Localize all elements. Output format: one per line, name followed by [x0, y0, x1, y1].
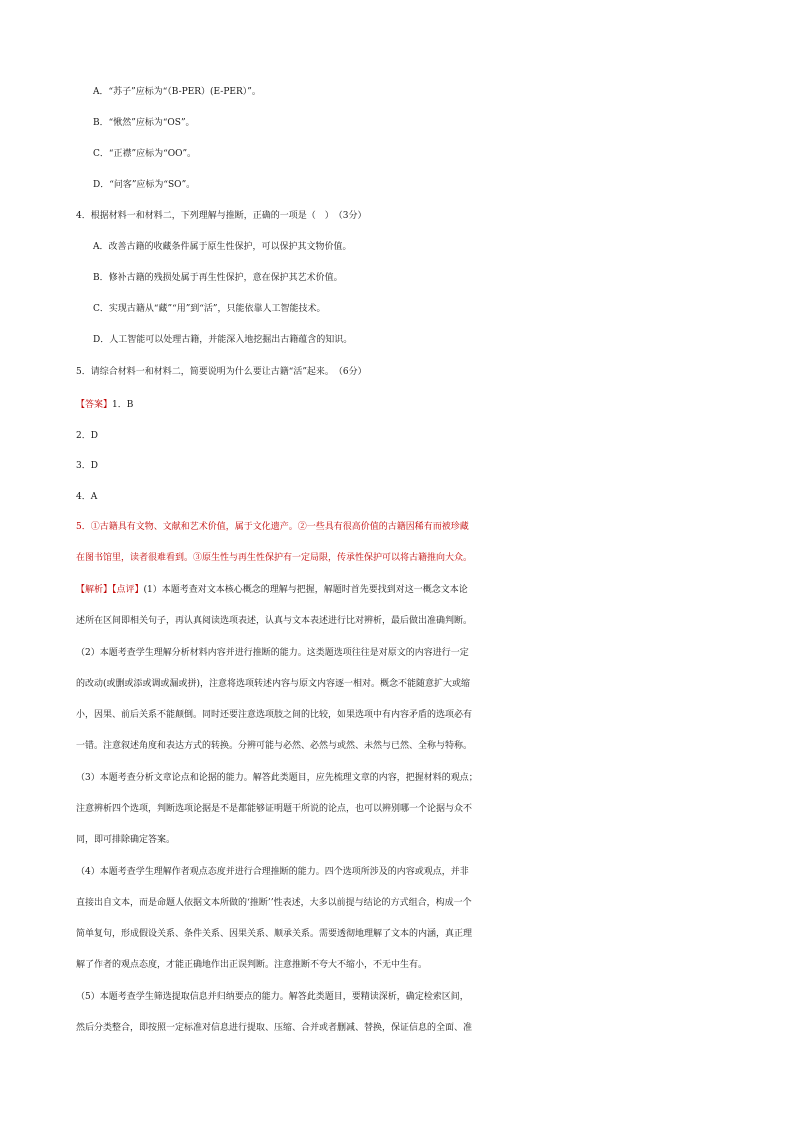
answer-1: 1．B [112, 400, 134, 410]
answer-5-line-1: 5．①古籍具有文物、文献和艺术价值，属于文化遗产。②一些具有很高价值的古籍因稀有而被珍藏 [76, 522, 469, 532]
analysis-line: 同，即可排除确定答案。 [76, 835, 176, 845]
q3-option-b: B．“愀然”应标为“OS”。 [93, 118, 195, 128]
analysis-line: 的改动(或删或添或调或漏或拼)，注意将选项转述内容与原文内容逐一相对。概念不能随意扩大或缩 [76, 679, 471, 689]
analysis-line: （3）本题考查分析文章论点和论据的能力。解答此类题目，应先梳理文章的内容，把握材料的观点； [76, 773, 478, 783]
analysis-line: 然后分类整合，即按照一定标准对信息进行提取、压缩、合并或者删减、替换，保证信息的全面、准 [76, 1023, 473, 1033]
answer-line-1 [76, 395, 726, 415]
answer-2: 2．D [76, 431, 98, 441]
q3-option-a: A．“苏子”应标为“（B-PER）(E-PER）”。 [93, 87, 261, 97]
q4-stem: 4．根据材料一和材料二，下列理解与推断，正确的一项是（ ） （3分） [76, 211, 367, 221]
analysis-line: （4）本题考查学生理解作者观点态度并进行合理推断的能力。四个选项所涉及的内容或观点，并非 [76, 867, 469, 877]
q3-option-d: D．“问客”应标为“SO”。 [93, 180, 196, 190]
answer-tag: 【答案】 [76, 400, 113, 410]
analysis-line: 直接出自文本，而是命题人依据文本所做的‘推断’’性表述，大多以前提与结论的方式组合，构成一个 [76, 898, 472, 908]
q4-option-b: B．修补古籍的残损处属于再生性保护，意在保护其艺术价值。 [93, 273, 343, 283]
analysis-line: （5）本题考查学生筛选提取信息并归纳要点的能力。解答此类题目，要精读深析，确定检索区间， [76, 992, 469, 1002]
answer-4: 4．A [76, 492, 98, 502]
analysis-line: 述所在区间即相关句子，再认真阅读选项表述，认真与文本表述进行比对辨析，最后做出准确判断。 [76, 616, 473, 626]
analysis-line: 解了作者的观点态度，才能正确地作出正误判断。注意推断不夸大不缩小，不无中生有。 [76, 960, 428, 970]
analysis-line: 注意辨析四个选项，判断选项论据是不是都能够证明题干所说的论点，也可以辨别哪一个论据与众不 [76, 804, 473, 814]
answer-5-line-2: 在图书馆里，读者很难看到。③原生性与再生性保护有一定局限，传承性保护可以将古籍推向大众。 [76, 553, 473, 563]
analysis-tag: 【解析】【点评】 [76, 585, 144, 595]
answer-3: 3．D [76, 461, 98, 471]
q4-option-c: C．实现古籍从“藏”“用”到“活”，只能依靠人工智能技术。 [93, 304, 326, 314]
analysis-line: （2）本题考查学生理解分析材料内容并进行推断的能力。这类题选项往往是对原文的内容进行一定 [76, 648, 469, 658]
analysis-line: 小，因果、前后关系不能颠倒。同时还要注意选项肢之间的比较，如果选项中有内容矛盾的选项必有 [76, 710, 473, 720]
analysis-text-1: (1）本题考查对文本核心概念的理解与把握，解题时首先要找到对这一概念文本论 [143, 585, 468, 595]
q4-option-a: A．改善古籍的收藏条件属于原生性保护，可以保护其文物价值。 [93, 242, 352, 252]
q5-stem: 5．请综合材料一和材料二，简要说明为什么要让古籍“活”起来。 （6分） [76, 367, 367, 377]
analysis-line: 一错。注意叙述角度和表达方式的转换。分辨可能与必然、必然与或然、未然与已然、全称与特称。 [76, 741, 473, 751]
q3-option-c: C．“正襟”应标为“OO”。 [93, 149, 197, 159]
analysis-line-1 [76, 580, 726, 600]
q4-option-d: D．人工智能可以处理古籍，并能深入地挖掘出古籍蕴含的知识。 [93, 335, 353, 345]
analysis-line: 简单复句，形成假设关系、条件关系、因果关系、顺承关系。需要透彻地理解了文本的内涵，真正理 [76, 929, 473, 939]
